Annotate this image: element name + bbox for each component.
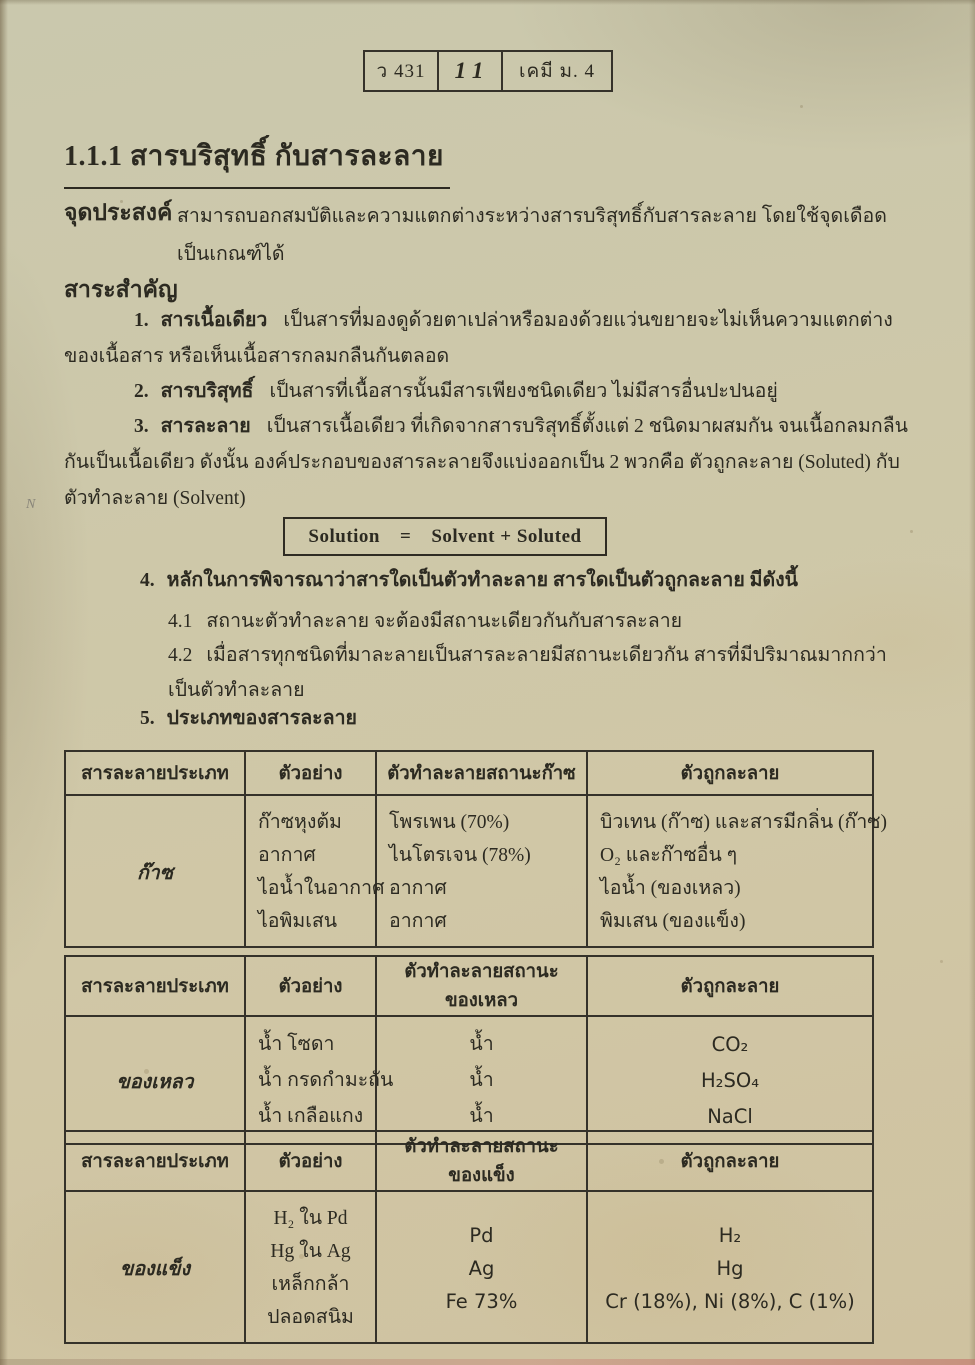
header-solution-type: สารละลายประเภท (65, 956, 245, 1016)
solution-formula-box (283, 517, 607, 556)
table-header-row (65, 1131, 873, 1191)
solute-line: H₂ (718, 1223, 742, 1247)
solvent-line: น้ำ (469, 1070, 494, 1091)
type-cell-gas: ก๊าซ (65, 795, 245, 947)
solvents-cell (376, 795, 587, 947)
scan-edge-top (0, 0, 975, 5)
paragraph-item-4 (64, 563, 909, 599)
item-1-number: 1. (134, 310, 149, 331)
solutes-cell (587, 795, 888, 947)
solvent-line: โพรเพน (70%) (389, 812, 510, 833)
header-example: ตัวอย่าง (245, 956, 376, 1016)
item-3-term: สารละลาย (160, 416, 251, 437)
sub-item-4-2 (168, 638, 908, 708)
header-solvent-state: ตัวทำละลายสถานะก๊าซ (376, 751, 587, 795)
header-solute: ตัวถูกละลาย (587, 1131, 873, 1191)
key-points-heading: สาระสำคัญ (64, 277, 178, 302)
item-1-term: สารเนื้อเดียว (160, 310, 268, 331)
objective-label: จุดประสงค์ (64, 200, 173, 225)
table-body-row (65, 1016, 873, 1144)
solvents-cell (376, 1191, 587, 1343)
table-body-row (65, 795, 873, 947)
solvent-line: น้ำ (469, 1034, 494, 1055)
table-header-row (65, 956, 873, 1016)
solute-line: CO₂ (711, 1033, 749, 1056)
scan-edge-bottom (0, 1359, 975, 1365)
item-2-term: สารบริสุทธิ์ (160, 381, 254, 402)
objective-text: สามารถบอกสมบัติและความแตกต่างระหว่างสารบริสุทธิ์กับสารละลาย โดยใช้จุดเดือดเป็นเกณฑ์ได้ (177, 206, 887, 265)
solution-table-gas (64, 750, 888, 948)
solute-line: O₂ และก๊าซอื่น ๆ (600, 845, 738, 866)
sub-item-4-1-number: 4.1 (168, 611, 193, 632)
solution-table-liquid (64, 955, 874, 1145)
example-line: Hg ใน Ag (270, 1241, 351, 1262)
margin-note: N (26, 497, 36, 512)
paragraph-item-3 (64, 409, 909, 517)
solute-line: พิมเสน (ของแข็ง) (600, 911, 746, 932)
type-cell-liquid: ของเหลว (65, 1016, 245, 1144)
example-line: น้ำ โซดา (258, 1034, 335, 1055)
solute-line: ไอน้ำ (ของเหลว) (600, 878, 741, 899)
solvent-line: Pd (469, 1223, 494, 1247)
paragraph-item-5 (64, 701, 909, 737)
item-2-text: เป็นสารที่เนื้อสารนั้นมีสารเพียงชนิดเดียว ไม่มีสารอื่นปะปนอยู่ (269, 381, 778, 402)
header-example: ตัวอย่าง (245, 1131, 376, 1191)
header-classification-box (363, 50, 613, 92)
item-2-number: 2. (134, 381, 149, 402)
formula-rhs: Solvent + Soluted (431, 525, 582, 547)
solutes-cell (587, 1191, 873, 1343)
solvent-line: น้ำ (469, 1106, 494, 1127)
page-number: 11 (439, 52, 503, 90)
solvents-cell (376, 1016, 587, 1144)
sub-item-4-1-text: สถานะตัวทำละลาย จะต้องมีสถานะเดียวกันกับสารละลาย (206, 611, 683, 632)
table-body-row (65, 1191, 873, 1343)
paragraph-item-2 (64, 374, 909, 410)
header-solution-type: สารละลายประเภท (65, 751, 245, 795)
scan-edge-right (969, 0, 975, 1365)
example-line: ปลอดสนิม (267, 1307, 354, 1328)
header-solute: ตัวถูกละลาย (587, 751, 873, 795)
item-5-text: ประเภทของสารละลาย (166, 708, 357, 729)
header-solute: ตัวถูกละลาย (587, 956, 873, 1016)
item-3-number: 3. (134, 416, 149, 437)
examples-cell (245, 1191, 376, 1343)
formula-lhs: Solution (308, 525, 380, 547)
solute-line: NaCl (707, 1105, 753, 1128)
example-line: ไอพิมเสน (258, 911, 338, 932)
examples-cell (245, 795, 385, 947)
sub-item-4-1 (168, 604, 908, 639)
example-line: อากาศ (258, 845, 316, 866)
item-5-number: 5. (140, 708, 155, 729)
example-line: ก๊าซหุงต้ม (258, 812, 342, 833)
solvent-line: Fe 73% (445, 1289, 518, 1313)
examples-cell (245, 1016, 394, 1144)
header-solvent-state: ตัวทำละลายสถานะของเหลว (376, 956, 587, 1016)
example-line: น้ำ กรดกำมะถัน (258, 1070, 394, 1091)
item-1-text: เป็นสารที่มองดูด้วยตาเปล่าหรือมองด้วยแว่นขยายจะไม่เห็นความแตกต่างของเนื้อสาร หรือเห็นเนื้อสารกลมกลืนกันตลอด (64, 310, 893, 367)
solute-line: Cr (18%), Ni (8%), C (1%) (605, 1289, 855, 1313)
solute-line: H₂SO₄ (700, 1069, 760, 1092)
header-solvent-state: ตัวทำละลายสถานะของแข็ง (376, 1131, 587, 1191)
solute-line: Hg (716, 1256, 744, 1280)
solvent-line: อากาศ (389, 911, 447, 932)
example-line: น้ำ เกลือแกง (258, 1106, 364, 1127)
course-code: ว 431 (365, 52, 439, 90)
solvent-line: Ag (468, 1256, 495, 1280)
example-line: เหล็กกล้า (271, 1274, 350, 1295)
example-line: ไอน้ำในอากาศ (258, 878, 385, 899)
solvent-line: อากาศ (389, 878, 447, 899)
solvent-line: ไนโตรเจน (78%) (389, 845, 531, 866)
objective-block (64, 198, 914, 274)
header-solution-type: สารละลายประเภท (65, 1131, 245, 1191)
item-4-number: 4. (140, 570, 155, 591)
solution-table-solid (64, 1130, 874, 1344)
type-cell-solid: ของแข็ง (65, 1191, 245, 1343)
item-4-text: หลักในการพิจารณาว่าสารใดเป็นตัวทำละลาย สารใดเป็นตัวถูกละลาย มีดังนี้ (166, 570, 798, 591)
example-line: H₂ ใน Pd (273, 1208, 348, 1229)
formula-equals: = (400, 525, 412, 547)
header-example: ตัวอย่าง (245, 751, 376, 795)
paragraph-item-1 (64, 303, 909, 375)
section-title: 1.1.1 สารบริสุทธิ์ กับสารละลาย (64, 134, 450, 189)
table-header-row (65, 751, 873, 795)
sub-item-4-2-number: 4.2 (168, 645, 193, 666)
solutes-cell (587, 1016, 873, 1144)
scan-edge-left (0, 0, 8, 1365)
item-3-text: เป็นสารเนื้อเดียว ที่เกิดจากสารบริสุทธิ์ตั้งแต่ 2 ชนิดมาผสมกัน จนเนื้อกลมกลืนกันเป็นเนื้อเดียว ดังนั้น องค์ประกอบของสารละลายจึงแบ่งออกเป็น 2 พวกคือ ตัวถูกละลาย (Soluted) กับ ตัวทำละลาย (Solvent) (64, 416, 908, 509)
sub-item-4-2-text: เมื่อสารทุกชนิดที่มาละลายเป็นสารละลายมีสถานะเดียวกัน สารที่มีปริมาณมากกว่าเป็นตัวทำละลาย (168, 645, 887, 701)
solute-line: บิวเทน (ก๊าซ) และสารมีกลิ่น (ก๊าซ) (600, 812, 888, 833)
subject-label: เคมี ม. 4 (518, 61, 595, 82)
